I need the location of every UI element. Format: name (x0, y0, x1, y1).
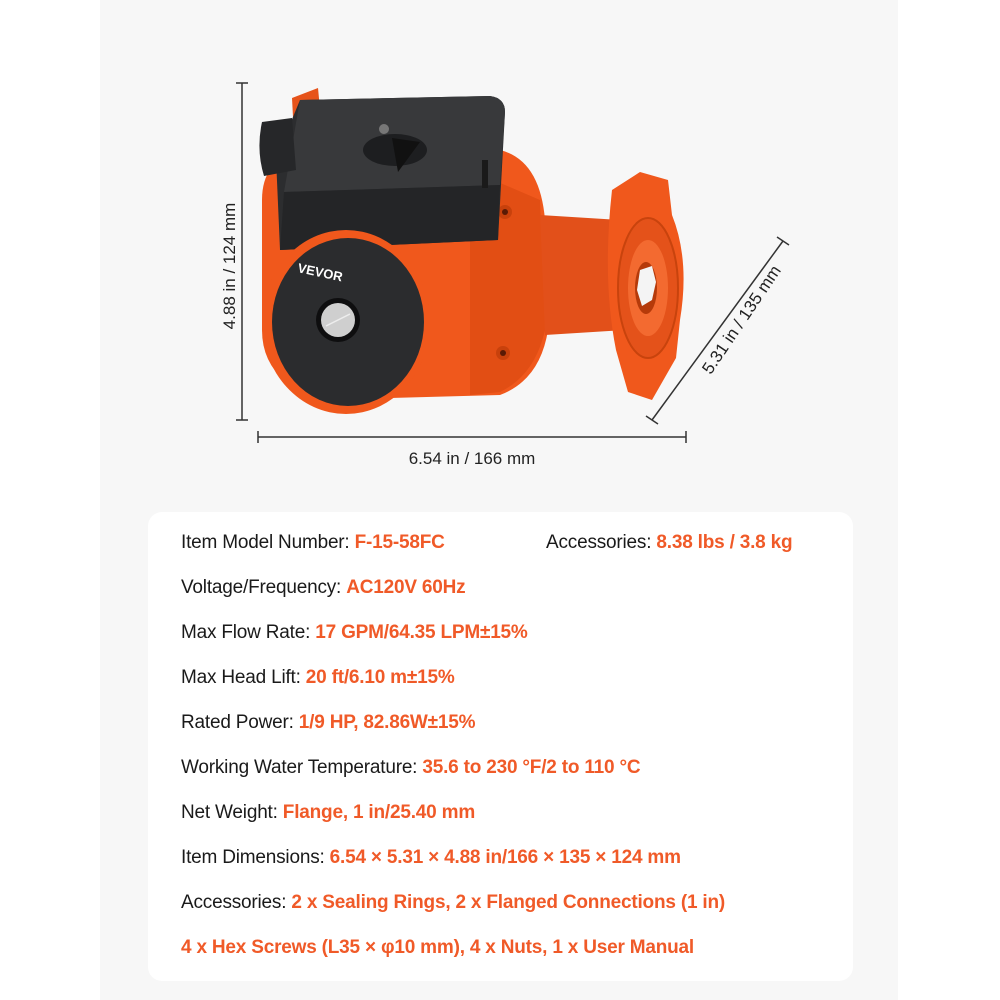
spec-label: Max Head Lift: (181, 667, 306, 688)
width-dimension-label: 6.54 in / 166 mm (408, 449, 536, 468)
spec-label: Max Flow Rate: (181, 622, 316, 643)
spec-card (148, 512, 853, 981)
spec-value: 2 x Sealing Rings, 2 x Flanged Connections (1 in) (291, 892, 726, 913)
spec-net-weight (181, 802, 475, 824)
spec-label: Accessories: (181, 892, 292, 913)
spec-value: 35.6 to 230 °F/2 to 110 °C (422, 757, 641, 778)
spec-voltage (181, 577, 465, 599)
spec-value: 4 x Hex Screws (L35 × φ10 mm), 4 x Nuts, 1 x User Manual (181, 937, 694, 958)
spec-value: 20 ft/6.10 m±15% (305, 667, 455, 688)
spec-label: Net Weight: (181, 802, 283, 823)
height-dimension-label: 4.88 in / 124 mm (220, 202, 239, 330)
spec-weight-top (546, 532, 792, 554)
spec-label: Item Dimensions: (181, 847, 330, 868)
label-brand: VEVOR (296, 260, 345, 285)
spec-model (181, 532, 445, 554)
spec-accessories (181, 892, 725, 914)
spec-value: 6.54 × 5.31 × 4.88 in/166 × 135 × 124 mm (329, 847, 681, 868)
spec-dimensions (181, 847, 681, 869)
spec-temperature (181, 757, 640, 779)
spec-value: AC120V 60Hz (346, 577, 466, 598)
spec-flow (181, 622, 528, 644)
spec-power (181, 712, 475, 734)
spec-accessories-continued (181, 937, 694, 959)
depth-dimension-label: 5.31 in / 135 mm (698, 261, 785, 378)
spec-head (181, 667, 455, 689)
spec-value: Flange, 1 in/25.40 mm (282, 802, 476, 823)
spec-value: 8.38 lbs / 3.8 kg (656, 532, 793, 553)
spec-label: Working Water Temperature: (181, 757, 423, 778)
spec-value: 1/9 HP, 82.86W±15% (298, 712, 476, 733)
spec-label: Rated Power: (181, 712, 299, 733)
spec-label: Voltage/Frequency: (181, 577, 347, 598)
spec-value: F-15-58FC (354, 532, 445, 553)
spec-label: Accessories: (546, 532, 657, 553)
spec-value: 17 GPM/64.35 LPM±15% (315, 622, 528, 643)
spec-label: Item Model Number: (181, 532, 355, 553)
